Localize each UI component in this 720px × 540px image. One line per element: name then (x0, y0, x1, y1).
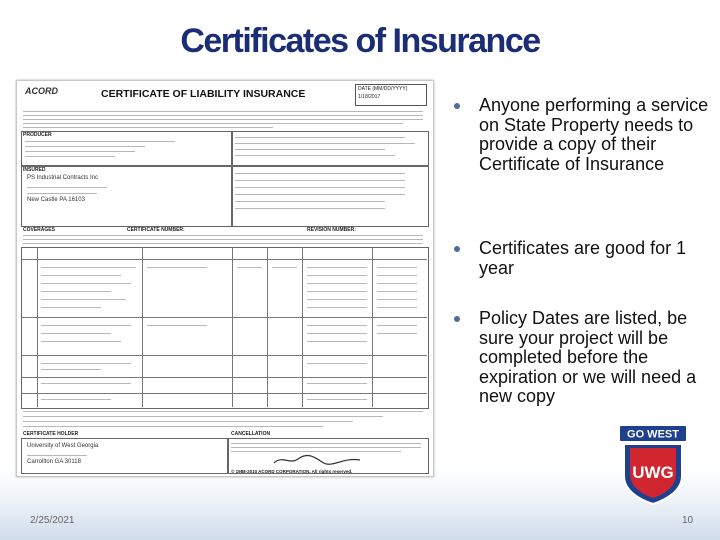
certificate-image (16, 80, 434, 477)
bullet-dot-icon (454, 316, 460, 322)
insured-name: PS Industrial Contracts Inc (27, 175, 99, 181)
insured-label: INSURED (23, 167, 46, 173)
uwg-logo (616, 424, 690, 506)
certificate-header (21, 84, 429, 108)
holder-label: CERTIFICATE HOLDER (23, 431, 79, 437)
insured-city: New Castle PA 16103 (27, 197, 85, 203)
bullet-dot-icon (454, 103, 460, 109)
holder-name: University of West Georgia (27, 443, 99, 449)
signature-image (272, 453, 362, 467)
coverages-table (21, 247, 429, 409)
slide-page-number: 10 (682, 515, 694, 526)
holder-city: Carrollton GA 30118 (27, 459, 81, 465)
revision-label: REVISION NUMBER: (307, 227, 356, 233)
bullet-dot-icon (454, 246, 460, 252)
insurers-box (231, 165, 429, 227)
cancellation-label: CANCELLATION (231, 431, 271, 437)
certificate-number-label: CERTIFICATE NUMBER: (127, 227, 185, 233)
bottom-gradient-band (0, 468, 720, 540)
logo-shield-text: UWG (632, 463, 674, 482)
logo-top-text: GO WEST (627, 428, 679, 441)
slide-date: 2/25/2021 (30, 515, 75, 526)
slide-title: Certificates of Insurance (180, 22, 540, 60)
coverages-label: COVERAGES (23, 227, 55, 233)
certificate-title: CERTIFICATE OF LIABILITY INSURANCE (101, 88, 306, 100)
date-label: DATE (MM/DD/YYYY) (358, 86, 408, 92)
producer-box (21, 131, 233, 167)
date-value: 1/18/2017 (358, 94, 381, 100)
acord-logo: ACORD (25, 86, 58, 96)
date-box (355, 84, 427, 106)
bullet-text: Certificates are good for 1 year (479, 238, 687, 278)
bullet-text: Anyone performing a service on State Property needs to provide a copy of their Certificate of Insurance (479, 95, 709, 174)
copyright-text: © 1988-2010 ACORD CORPORATION. All rights reserved. (231, 469, 353, 474)
producer-label: PRODUCER (23, 132, 52, 138)
bullet-text: Policy Dates are listed, be sure your project will be completed before the expiration or we will need a new copy (479, 308, 697, 406)
